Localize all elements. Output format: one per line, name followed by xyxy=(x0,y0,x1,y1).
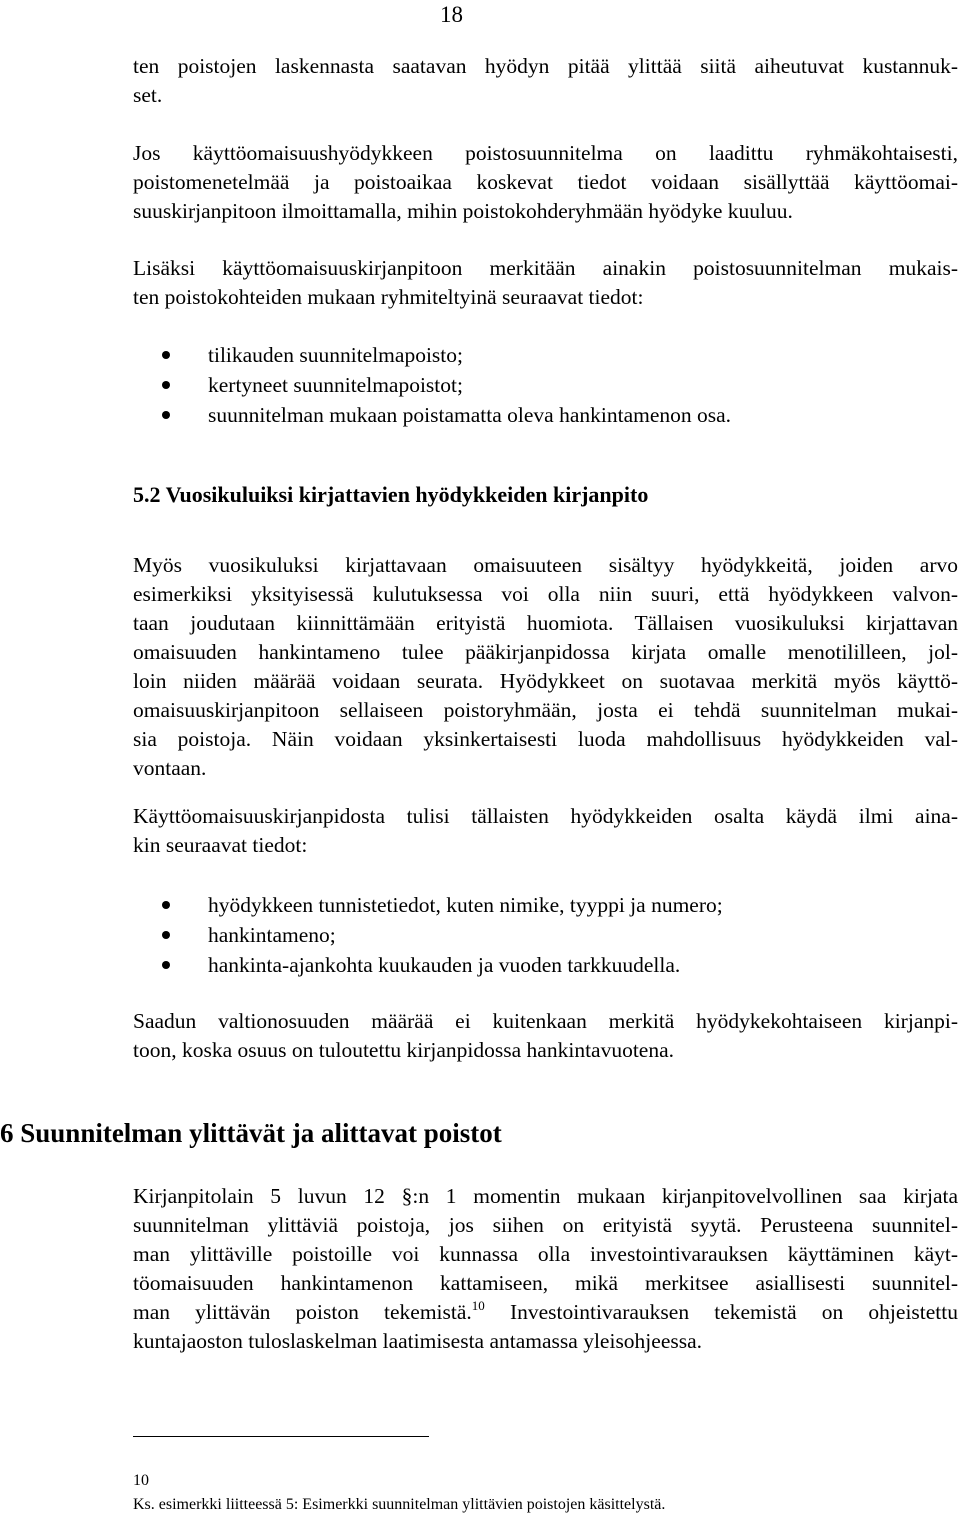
paragraph-intro xyxy=(133,52,958,110)
text-line: kuntajaoston tuloslaskelman laatimisesta antamassa yleisohjeessa. xyxy=(133,1329,703,1353)
text-line: ten poistojen laskennasta saatavan hyödyn pitää ylittää siitä aiheutuvat kustannuk- xyxy=(133,54,958,78)
text-line: töomaisuuden hankintamenon kattamiseen, mikä merkitsee asiallisesti suunnitel- xyxy=(133,1271,958,1295)
text-line: sia poistoja. Näin voidaan yksinkertaisesti luoda mahdollisuus hyödykkeiden val- xyxy=(133,727,958,751)
paragraph-state-subsidy xyxy=(133,1007,958,1065)
bullet-list-asset-details xyxy=(160,890,723,980)
text-line: suunnitelman ylittäviä poistoja, jos siihen on erityistä syytä. Perusteena suunnitel- xyxy=(133,1213,958,1237)
text-line: Jos käyttöomaisuushyödykkeen poistosuunnitelma on laadittu ryhmäkohtaisesti, xyxy=(133,141,958,165)
text-line: Saadun valtionosuuden määrää ei kuitenkaan merkitä hyödykekohtaiseen kirjanpi- xyxy=(133,1009,958,1033)
bullet-icon xyxy=(162,411,170,419)
section-heading-6: 6 Suunnitelman ylittävät ja alittavat poistot xyxy=(0,1118,502,1148)
text-line: Myös vuosikuluksi kirjattavaan omaisuuteen sisältyy hyödykkeitä, joiden arvo xyxy=(133,553,958,577)
text-line: Lisäksi käyttöomaisuuskirjanpitoon merkitään ainakin poistosuunnitelman mukais- xyxy=(133,256,958,280)
bullet-icon xyxy=(162,901,170,909)
text-line: Käyttöomaisuuskirjanpidosta tulisi tällaisten hyödykkeiden osalta käydä ilmi aina- xyxy=(133,804,958,828)
text-line: set. xyxy=(133,83,163,107)
list-item: tilikauden suunnitelmapoisto; xyxy=(160,340,731,370)
paragraph-excess-depreciation xyxy=(133,1182,958,1356)
section-heading-5-2: 5.2 Vuosikuluiksi kirjattavien hyödykkeiden kirjanpito xyxy=(133,482,649,507)
text-line: man ylittävän poiston tekemistä.$^{10}$ Investointivarauksen tekemistä on ohjeistettu xyxy=(133,1298,958,1324)
list-item: kertyneet suunnitelmapoistot; xyxy=(160,370,731,400)
bullet-icon xyxy=(162,931,170,939)
text-line: taan joudutaan kiinnittämään erityistä huomiota. Tällaisen vuosikuluksi kirjattavan xyxy=(133,611,958,635)
list-item: suunnitelman mukaan poistamatta oleva hankintamenon osa. xyxy=(160,400,731,430)
bullet-icon xyxy=(162,381,170,389)
text-line: toon, koska osuus on tuloutettu kirjanpidossa hankintavuotena. xyxy=(133,1038,675,1062)
bullet-list-depreciation-info xyxy=(160,340,731,430)
page-number: 18 xyxy=(440,2,463,27)
text-line: vontaan. xyxy=(133,756,207,780)
list-item: hankinta-ajankohta kuukauden ja vuoden tarkkuudella. xyxy=(160,950,723,980)
paragraph-group-depreciation xyxy=(133,139,958,226)
text-line: omaisuuden hankintameno tulee pääkirjanpidossa kirjata omalle menotililleen, jol- xyxy=(133,640,958,664)
footnote-reference[interactable]: 10 xyxy=(471,1298,485,1313)
text-line: suuskirjanpitoon ilmoittamalla, mihin poistokohderyhmään hyödyke kuuluu. xyxy=(133,199,793,223)
paragraph-additional-info xyxy=(133,254,958,312)
text-line: kin seuraavat tiedot: xyxy=(133,833,308,857)
bullet-icon xyxy=(162,961,170,969)
bullet-icon xyxy=(162,351,170,359)
text-line: poistomenetelmää ja poistoaikaa koskevat tiedot voidaan sisällyttää käyttöomai- xyxy=(133,170,958,194)
footnote-separator xyxy=(133,1436,429,1437)
footnote-number: 10 xyxy=(133,1472,149,1489)
text-line: loin niiden määrää voidaan seurata. Hyödykkeet on suotavaa merkitä myös käyttö- xyxy=(133,669,958,693)
list-item: hankintameno; xyxy=(160,920,723,950)
text-line: man ylittäville poistoille voi kunnassa olla investointivarauksen käyttäminen käyt- xyxy=(133,1242,958,1266)
paragraph-required-details xyxy=(133,802,958,860)
footnote-text: Ks. esimerkki liitteessä 5: Esimerkki suunnitelman ylittävien poistojen käsittelystä. xyxy=(133,1496,666,1513)
text-line: ten poistokohteiden mukaan ryhmiteltyinä seuraavat tiedot: xyxy=(133,285,644,309)
text-line: esimerkiksi yksityisessä kulutuksessa voi olla niin suuri, että hyödykkeen valvon- xyxy=(133,582,958,606)
text-line: Kirjanpitolain 5 luvun 12 §:n 1 momentin mukaan kirjanpitovelvollinen saa kirjata xyxy=(133,1184,958,1208)
list-item: hyödykkeen tunnistetiedot, kuten nimike, tyyppi ja numero; xyxy=(160,890,723,920)
text-line: omaisuuskirjanpitoon sellaiseen poistoryhmään, josta ei tehdä suunnitelman mukai- xyxy=(133,698,958,722)
paragraph-annual-expense-assets xyxy=(133,551,958,783)
